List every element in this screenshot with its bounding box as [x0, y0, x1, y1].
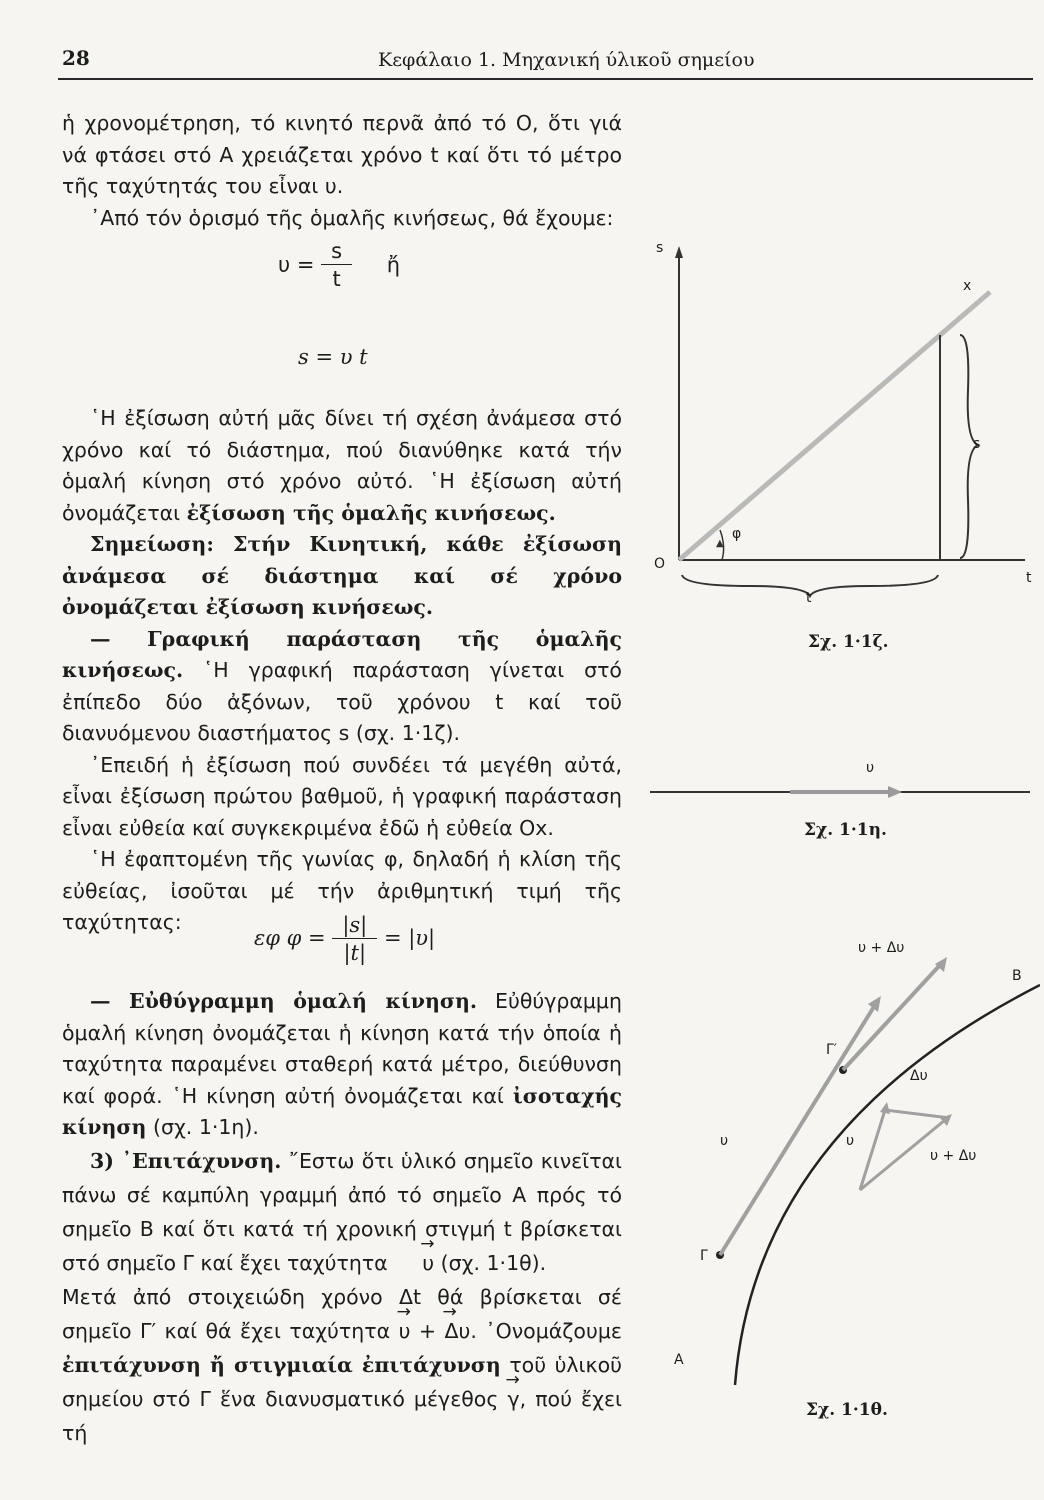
eq3-denominator: |t| — [343, 941, 367, 965]
label-v-plus-dv-right: υ + Δυ — [930, 1148, 977, 1164]
caption-1h: Σχ. 1·1η. — [804, 820, 887, 840]
label-g-prime: Γ′ — [826, 1042, 837, 1058]
p9-vector-dv: → Δυ — [445, 1314, 471, 1348]
label-v-plus-dv-top: υ + Δυ — [858, 940, 905, 956]
label-G: Γ — [700, 1248, 708, 1264]
caption-1z: Σχ. 1·1ζ. — [808, 632, 889, 652]
eq3-fraction — [332, 912, 377, 967]
p7-bold: — Εὐθύγραμμη ὁμαλή κίνηση. — [90, 989, 478, 1013]
note-paragraph: Σημείωση: Στήν Κινητική, κάθε ἐξίσωση ἀνάμεσα σέ διάστημα καί σέ χρόνο ὀνομάζεται ἐξίσωση κινήσεως. — [62, 532, 622, 619]
p8-text: ῎Εστω ὅτι ὑλικό σημεῖο κινεῖται πάνω σέ καμπύλη γραμμή ἀπό τό σημεῖο Α πρός τό σημεῖο Β καί ὅτι κατά τή χρονική στιγμή t βρίσκεται στό σημεῖο Γ καί ἔχει ταχύτητα — [62, 1148, 622, 1275]
label-v-1h: υ — [866, 760, 875, 776]
label-phi: φ — [732, 526, 742, 542]
label-s-axis: s — [656, 240, 664, 256]
p9-plus: + — [418, 1318, 437, 1343]
eq1-numerator: s — [321, 238, 352, 265]
equation-distance: s = υ t — [298, 345, 368, 369]
paragraph-3 — [62, 403, 622, 529]
label-x: x — [963, 278, 972, 294]
paragraph-5: ᾿Επειδή ἡ ἐξίσωση πού συνδέει τά μεγέθη αὐτά, εἶναι ἐξίσωση πρώτου βαθμοῦ, ἡ γραφική παράσταση εἶναι εὐθεία καί συγκεκριμένα ἐδῶ ἡ εὐθεία Οx. — [62, 752, 622, 840]
p8-vector-v: → υ — [394, 1246, 434, 1280]
p7-text: Εὐθύγραμμη ὁμαλή κίνηση ὀνομάζεται ἡ κίνηση κατά τήν ὁποία ἡ ταχύτητα παραμένει σταθερή κατά μέτρο, διεύθυνση καί φορά. ῾Η κίνηση αὐτή ὀνομάζεται καί — [62, 989, 622, 1108]
eq3-rhs: = |υ| — [383, 926, 436, 950]
p7-bold-2: ἰσοταχής κίνηση — [62, 1083, 622, 1139]
label-s-brace: s — [973, 436, 981, 452]
label-v-left: υ — [720, 1133, 729, 1149]
text-block-2 — [62, 403, 622, 939]
vector-vdv-translated-head — [880, 1102, 890, 1114]
p9-text-d: , πού ἔχει τή — [62, 1386, 622, 1445]
p3-bold: ἐξίσωση τῆς ὁμαλῆς κινήσεως. — [186, 500, 556, 525]
p9-text-b: . ᾿Ονομάζουμε — [470, 1318, 622, 1343]
eq3-numerator: |s| — [332, 912, 377, 939]
label-dv: Δυ — [910, 1068, 928, 1084]
paragraph-2: ᾿Από τόν ὁρισμό τῆς ὁμαλῆς κινήσεως, θά ἔχουμε: — [90, 205, 614, 230]
header-rule — [58, 78, 1033, 80]
figure-1h — [650, 780, 1040, 810]
paragraph-7 — [62, 986, 622, 1144]
p3-text: ῾Η ἐξίσωση αὐτή μᾶς δίνει τή σχέση ἀνάμεσα στό χρόνο καί τό διάστημα, πού διανύθηκε κατά τήν ὁμαλή κίνηση στό χρόνο αὐτό. ῾Η ἐξίσωση αὐτή ὀνομάζεται — [62, 406, 622, 525]
running-header: Κεφάλαιο 1. Μηχανική ύλικοῦ σημείου — [378, 49, 755, 71]
vector-dv — [885, 1110, 950, 1118]
paragraph-1: ἡ χρονομέτρηση, τό κινητό περνᾶ ἀπό τό Ο, ὅτι γιά νά φτάσει στό Α χρειάζεται χρόνο t καί ὅτι τό μέτρο τῆς ταχύτητάς του εἶναι υ. — [62, 111, 622, 198]
p9-bold: ἐπιτάχυνση ἤ στιγμιαία ἐπιτάχυνση — [62, 1352, 501, 1377]
label-B: B — [1012, 968, 1022, 984]
s-axis-arrow — [675, 246, 683, 258]
phi-arrow-icon: ▲ — [716, 538, 724, 549]
figure-1th — [660, 930, 1040, 1390]
p9-vector-g: → γ — [507, 1382, 519, 1416]
vector-v-at-g — [720, 1005, 875, 1255]
p8-ref: (σχ. 1·1θ). — [440, 1250, 547, 1275]
velocity-arrowhead — [888, 786, 902, 798]
label-origin: O — [654, 556, 666, 572]
caption-1th: Σχ. 1·1θ. — [806, 1400, 888, 1420]
text-block-3 — [62, 986, 622, 1450]
p9-vector-v: → υ — [399, 1314, 411, 1348]
eq3-lhs: εφ φ = — [254, 926, 326, 950]
eq1-fraction — [321, 238, 352, 293]
label-t-brace: t — [806, 590, 812, 606]
p7-end: (σχ. 1·1η). — [152, 1115, 259, 1139]
eq1-or: ἤ — [386, 252, 401, 277]
figure-1z — [640, 240, 1040, 620]
label-v-mid: υ — [846, 1133, 855, 1149]
paragraph-6: ῾Η ἐφαπτομένη τῆς γωνίας φ, δηλαδή ἡ κλίση τῆς εὐθείας, ἰσοῦται μέ τήν ἀριθμητική τιμή τῆς ταχύτητας: — [62, 847, 622, 934]
page-number: 28 — [62, 46, 90, 70]
p8-head: 3) ᾿Επιτάχυνση. — [90, 1148, 282, 1173]
eq1-lhs: υ = — [278, 252, 315, 277]
trajectory-curve — [735, 985, 1040, 1385]
p4-text: ῾Η γραφική παράσταση γίνεται στό ἐπίπεδο δύο ἀξόνων, τοῦ χρόνου t καί τοῦ διανυόμενου διαστήματος s (σχ. 1·1ζ). — [62, 658, 622, 745]
label-A: A — [674, 1352, 684, 1368]
equation-tangent — [254, 912, 435, 967]
p9-text-a: Μετά ἀπό στοιχειώδη χρόνο Δt θά βρίσκεται σέ σημεῖο Γ′ καί θά ἔχει ταχύτητα — [62, 1284, 622, 1343]
paragraph-8 — [62, 1144, 622, 1280]
text-block-1 — [62, 108, 622, 234]
p9-text-c: τοῦ ὑλικοῦ σημείου στό Γ ἕνα διανυσματικό μέγεθος — [62, 1352, 622, 1411]
p4-bold: — Γραφική παράσταση τῆς ὁμαλῆς κινήσεως. — [62, 626, 622, 682]
label-t-axis: t — [1026, 570, 1032, 586]
eq1-denominator: t — [332, 267, 341, 291]
paragraph-4 — [62, 624, 622, 750]
equation-velocity — [278, 238, 400, 293]
line-ox — [679, 292, 990, 560]
paragraph-9 — [62, 1280, 622, 1450]
